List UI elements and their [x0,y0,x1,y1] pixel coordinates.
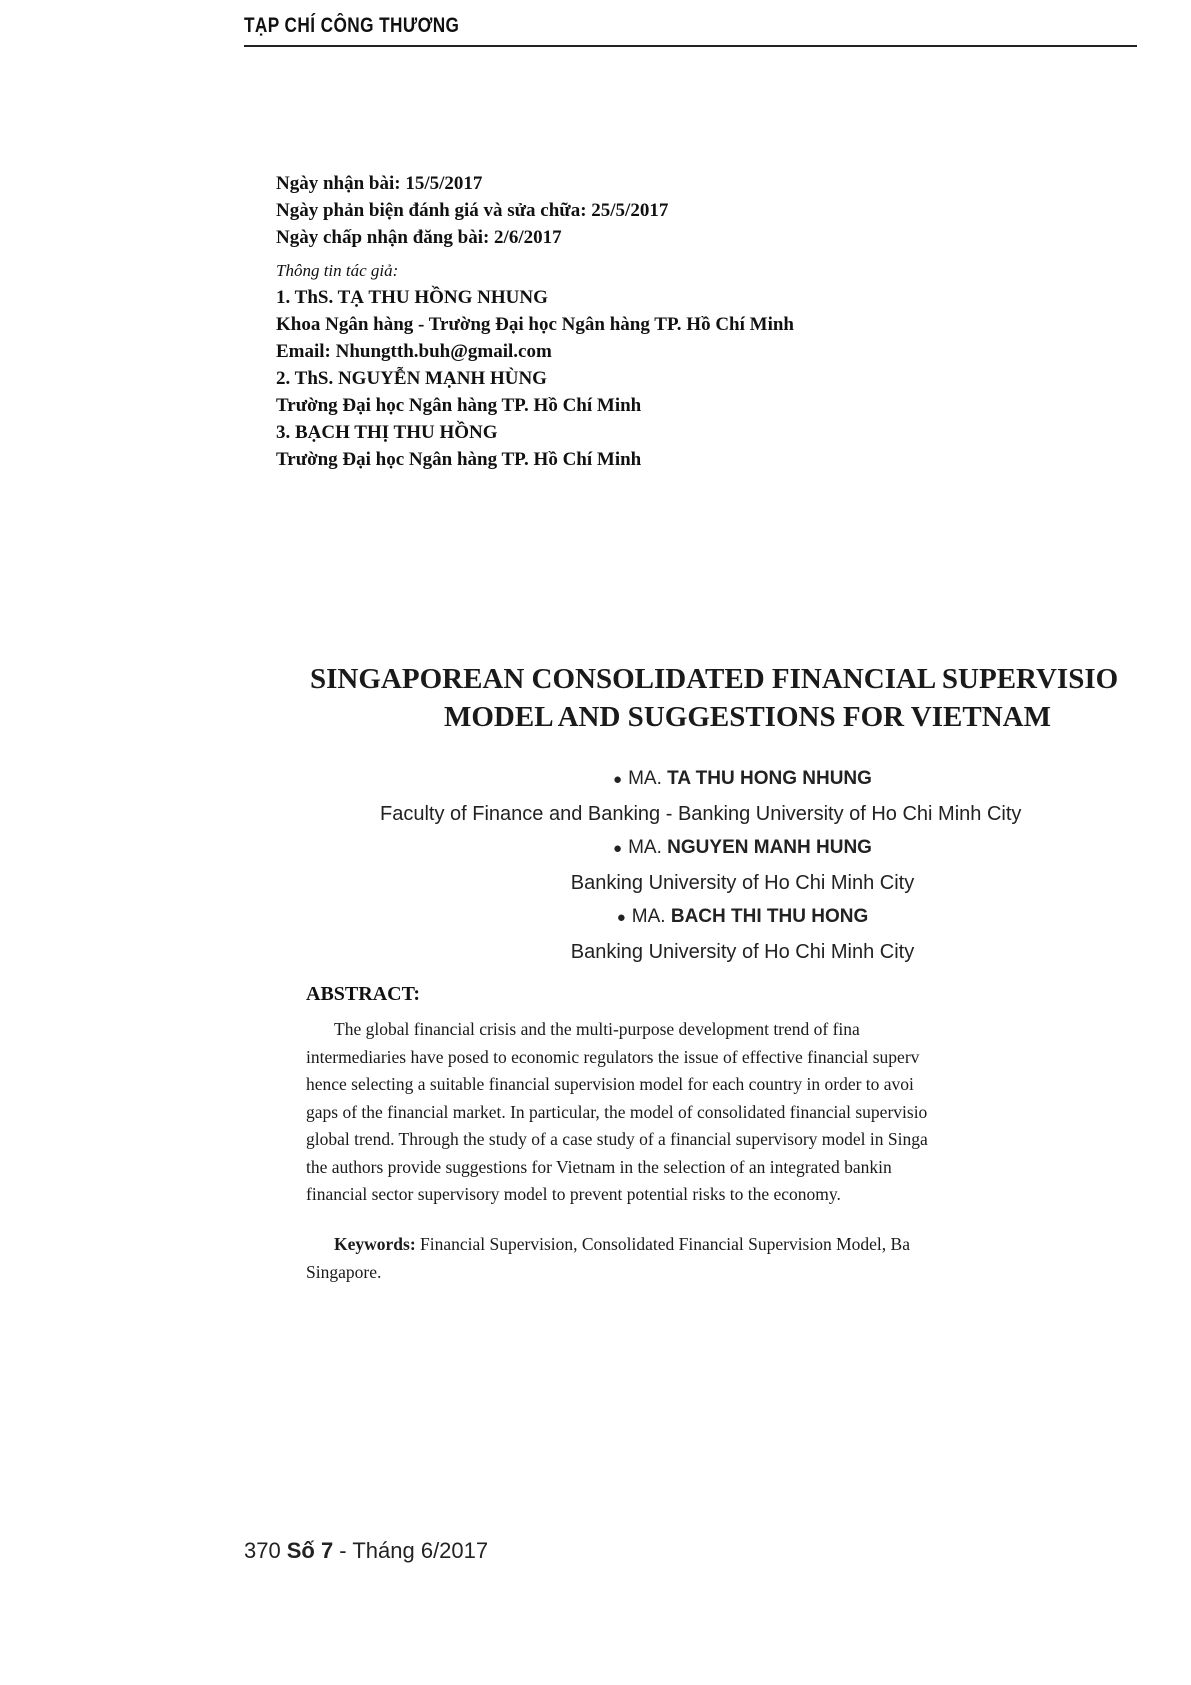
author-2-affiliation: Trường Đại học Ngân hàng TP. Hồ Chí Minh [276,395,642,416]
page-number: 370 [244,1538,281,1563]
abstract-body [306,1016,1191,1209]
issue-date: - Tháng 6/2017 [333,1538,489,1563]
author-3-name: 3. BẠCH THỊ THU HỒNG [276,422,498,443]
author-name: NGUYEN MANH HUNG [667,837,872,858]
abstract-line: hence selecting a suitable financial supervision model for each country in order to avoi [306,1074,914,1094]
header-rule [244,45,1137,47]
bullet-icon: ● [613,840,623,857]
english-author-3-affiliation: Banking University of Ho Chi Minh City [570,941,915,963]
author-title: MA. [628,768,662,789]
bullet-icon: ● [616,909,626,926]
journal-header: TẠP CHÍ CÔNG THƯƠNG [244,14,460,37]
author-title: MA. [631,906,666,927]
author-1-email: Email: Nhungtth.buh@gmail.com [276,341,552,362]
english-authors [0,762,1191,969]
abstract-line: financial sector supervisory model to prevent potential risks to the economy. [306,1184,841,1204]
english-author-1 [0,762,1191,797]
author-1-name: 1. ThS. TẠ THU HỒNG NHUNG [276,287,548,308]
accepted-date: Ngày chấp nhận đăng bài: 2/6/2017 [276,227,562,248]
english-author-3 [0,900,1191,935]
english-author-2 [0,831,1191,866]
keywords-label: Keywords: [334,1234,416,1254]
author-2-name: 2. ThS. NGUYỄN MẠNH HÙNG [276,368,547,389]
keywords-line-1 [306,1231,1191,1259]
english-author-2-affiliation: Banking University of Ho Chi Minh City [570,872,915,894]
keywords [306,1231,1191,1286]
reviewed-date: Ngày phản biện đánh giá và sửa chữa: 25/5/2017 [276,200,669,221]
abstract-line: gaps of the financial market. In particular, the model of consolidated financial supervisio [306,1101,928,1122]
abstract-line: intermediaries have posed to economic regulators the issue of effective financial superv [306,1046,920,1067]
author-info-label: Thông tin tác giả: [276,261,399,280]
paper-title [310,660,1191,736]
author-name: TA THU HONG NHUNG [667,768,872,789]
paper-title-line-2: MODEL AND SUGGESTIONS FOR VIETNAM [444,701,1051,733]
abstract-line: the authors provide suggestions for Vietnam in the selection of an integrated bankin [306,1156,892,1177]
received-date: Ngày nhận bài: 15/5/2017 [276,173,483,194]
author-3-affiliation: Trường Đại học Ngân hàng TP. Hồ Chí Minh [276,449,642,470]
issue-number: Số 7 [286,1538,334,1563]
page-footer [244,1538,488,1564]
english-author-1-affiliation: Faculty of Finance and Banking - Banking University of Ho Chi Minh City [380,803,1022,825]
abstract-line: global trend. Through the study of a case study of a financial supervisory model in Singa [306,1129,928,1149]
keywords-line-2: Singapore. [306,1261,382,1282]
author-title: MA. [628,837,662,858]
author-name: BACH THI THU HONG [670,906,869,927]
paper-title-line-1: SINGAPOREAN CONSOLIDATED FINANCIAL SUPERVISIO [310,663,1119,695]
abstract-line: The global financial crisis and the multi-purpose development trend of fina [334,1019,860,1039]
keywords-text: Financial Supervision, Consolidated Financial Supervision Model, Ba [415,1234,910,1254]
author-1-affiliation: Khoa Ngân hàng - Trường Đại học Ngân hàng TP. Hồ Chí Minh [276,314,794,335]
article-metadata [276,170,1076,473]
abstract-heading: ABSTRACT: [306,983,421,1005]
bullet-icon: ● [613,771,623,788]
